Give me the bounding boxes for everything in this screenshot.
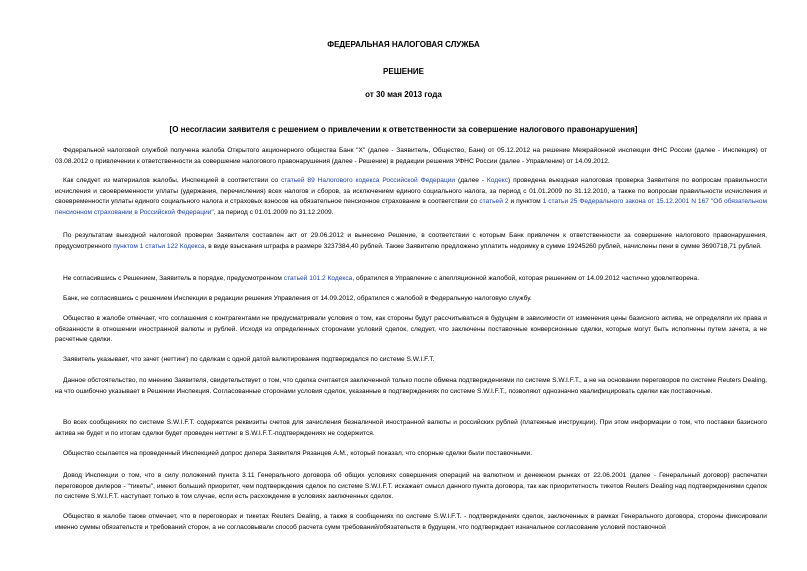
paragraph-1: Федеральной налоговой службой получена жалоба Открытого акционерного общества Банк "Х" (далее - Заявитель, Общество, Банк) от 05.12.2012 на решение Межрайонной инспекции ФНС России (далее - Инспекция) от 03.08.2012 о привлечении к ответственности за совершение налогового правонарушения (далее - Решение) в редакции решения УФНС России (далее - Управление) от 14.09.2012.	[55, 147, 767, 165]
text: По результатам выездной налоговой проверки Заявителя составлен акт от 29.06.2012 и вынесено Решение, в соответствии с которым Банк привлечен к ответственности за совершение налогового правонарушения, предусмотренного	[55, 232, 767, 250]
paragraph-4	[55, 274, 767, 285]
link-article-122-code[interactable]: пунктом 1 статьи 122 Кодекса	[113, 242, 205, 250]
paragraph-10: Общество ссылается на проведенный Инспекцией допрос дилера Заявителя Рязанцев А.М., который показал, что спорные сделки были поставочными.	[63, 450, 533, 457]
paragraph-7: Заявитель указывает, что зачет (неттинг) по сделкам с одной датой валютирования подтверждался по системе S.W.I.F.T.	[63, 356, 435, 363]
document-date: от 30 мая 2013 года	[365, 90, 442, 99]
paragraph-5: Банк, не согласившись с решением Инспекции в редакции решения Управления от 14.09.2012, обратился с жалобой в Федеральную налоговую службу.	[63, 295, 532, 302]
document-type: РЕШЕНИЕ	[383, 67, 424, 76]
agency-title: ФЕДЕРАЛЬНАЯ НАЛОГОВАЯ СЛУЖБА	[327, 40, 480, 49]
text: , обратился в Управление с апелляционной жалобой, которая решением от 14.09.2012 частично удовлетворена.	[352, 275, 700, 282]
link-article-101-2-code[interactable]: статьей 101.2 Кодекса	[283, 275, 353, 282]
paragraph-11: Довод Инспекции о том, что в силу положений пункта 3.11 Генерального договора об общих условиях совершения операций на валютном и денежном рынках от 22.06.2001 (далее - Генеральный договор) распечатки переговоров дилеров - "тикеты", имеют больший приоритет, чем подтверждения сделок по системе S.W.I.F.T. искажает смысл данного пункта договора, так как приоритетность тикетов Reuters Dealing над подтверждениями сделок по системе S.W.I.F.T. наступает только в том случае, если есть расхождение в условиях заключенных сделок.	[55, 472, 767, 500]
text: ) проведена выездная налоговая проверка Заявителя по вопросам правильности исчисления и своевременности уплаты (удержания, перечисления) всех налогов и сборов, за исключением единого социального налога, за период с 01.01.2009 по 31.12.2010, а также по вопросам правильности исчисления и своевременности уплаты единого социального налога и страховых взносов на обязательное пенсионное страхование в соответствии со	[55, 177, 767, 205]
link-federal-law-167[interactable]: 1 статьи 25 Федерального закона от 15.12.2001 N 167 "Об обязательном пенсионном страховании в Российской Федерации"	[55, 198, 767, 216]
text: Не согласившись с Решением, Заявитель в порядке, предусмотренном	[63, 275, 284, 282]
text: (далее -	[455, 177, 487, 184]
paragraph-2	[55, 176, 767, 218]
paragraph-8: Данное обстоятельство, по мнению Заявителя, свидетельствует о том, что сделка считается заключенной только после обмена подтверждениями по системе S.W.I.F.T., а не на основании переговоров по системе Reuters Dealing, на что ошибочно указывает в Решении Инспекция. Согласованные сторонами условия сделок, указанные в подтверждениях по системе S.W.I.F.T., позволяют однозначно квалифицировать сделки как поставочные.	[55, 377, 767, 395]
paragraph-12: Общество в жалобе также отмечает, что в переговорах и тикетах Reuters Dealing, а также в сообщениях по системе S.W.I.F.T. - подтверждениях сделок, заключенных в рамках Генерального договора, стороны фиксировали именно суммы обязательств и требований сторон, а не согласовывали способ расчета сумм требований/обязательств в будущем, что подтверждает изначальное согласование условий поставочной	[55, 513, 767, 531]
document-subject: [О несогласии заявителя с решением о привлечении к ответственности за совершение налогового правонарушения]	[169, 125, 638, 134]
paragraph-9: Во всех сообщениях по системе S.W.I.F.T. содержатся реквизиты счетов для зачисления безналичной иностранной валюты и российских рублей (платежные инструкции). При этом информации о том, что поставки базисного актива не будет и по итогам сделки будет проведен неттинг в S.W.I.F.T.-подтверждениях не содержится.	[55, 419, 767, 437]
paragraph-6: Общество в жалобе отмечает, что соглашения с контрагентами не предусматривали условия о том, как стороны будут рассчитываться в будущем в зависимости от изменения цены базисного актива, не определяли их права и обязанности в отношении иностранной валюты и рублей. Исходя из определенных сторонами условий сделок, следует, что заключены поставочные конверсионные сделки, которые могут быть исполнены путем зачета, а не расчетные сделки.	[55, 315, 767, 343]
link-article-2[interactable]: статьей 2	[479, 198, 509, 205]
text: , за период с 01.01.2009 по 31.12.2009.	[213, 208, 334, 216]
paragraph-3	[55, 231, 767, 252]
link-code[interactable]: Кодекс	[486, 177, 509, 184]
text: , в виде взыскания штрафа в размере 3237384,40 рублей. Также Заявителю предложено уплатить недоимку в сумме 19245260 рублей, начислены пени в сумме 3690718,71 рублей.	[204, 242, 762, 250]
link-article-89-tax-code[interactable]: статьей 89 Налогового кодекса Российской Федерации	[280, 177, 456, 184]
text: и пунктом	[508, 198, 543, 205]
text: Как следует из материалов жалобы, Инспекцией в соответствии со	[63, 177, 281, 184]
